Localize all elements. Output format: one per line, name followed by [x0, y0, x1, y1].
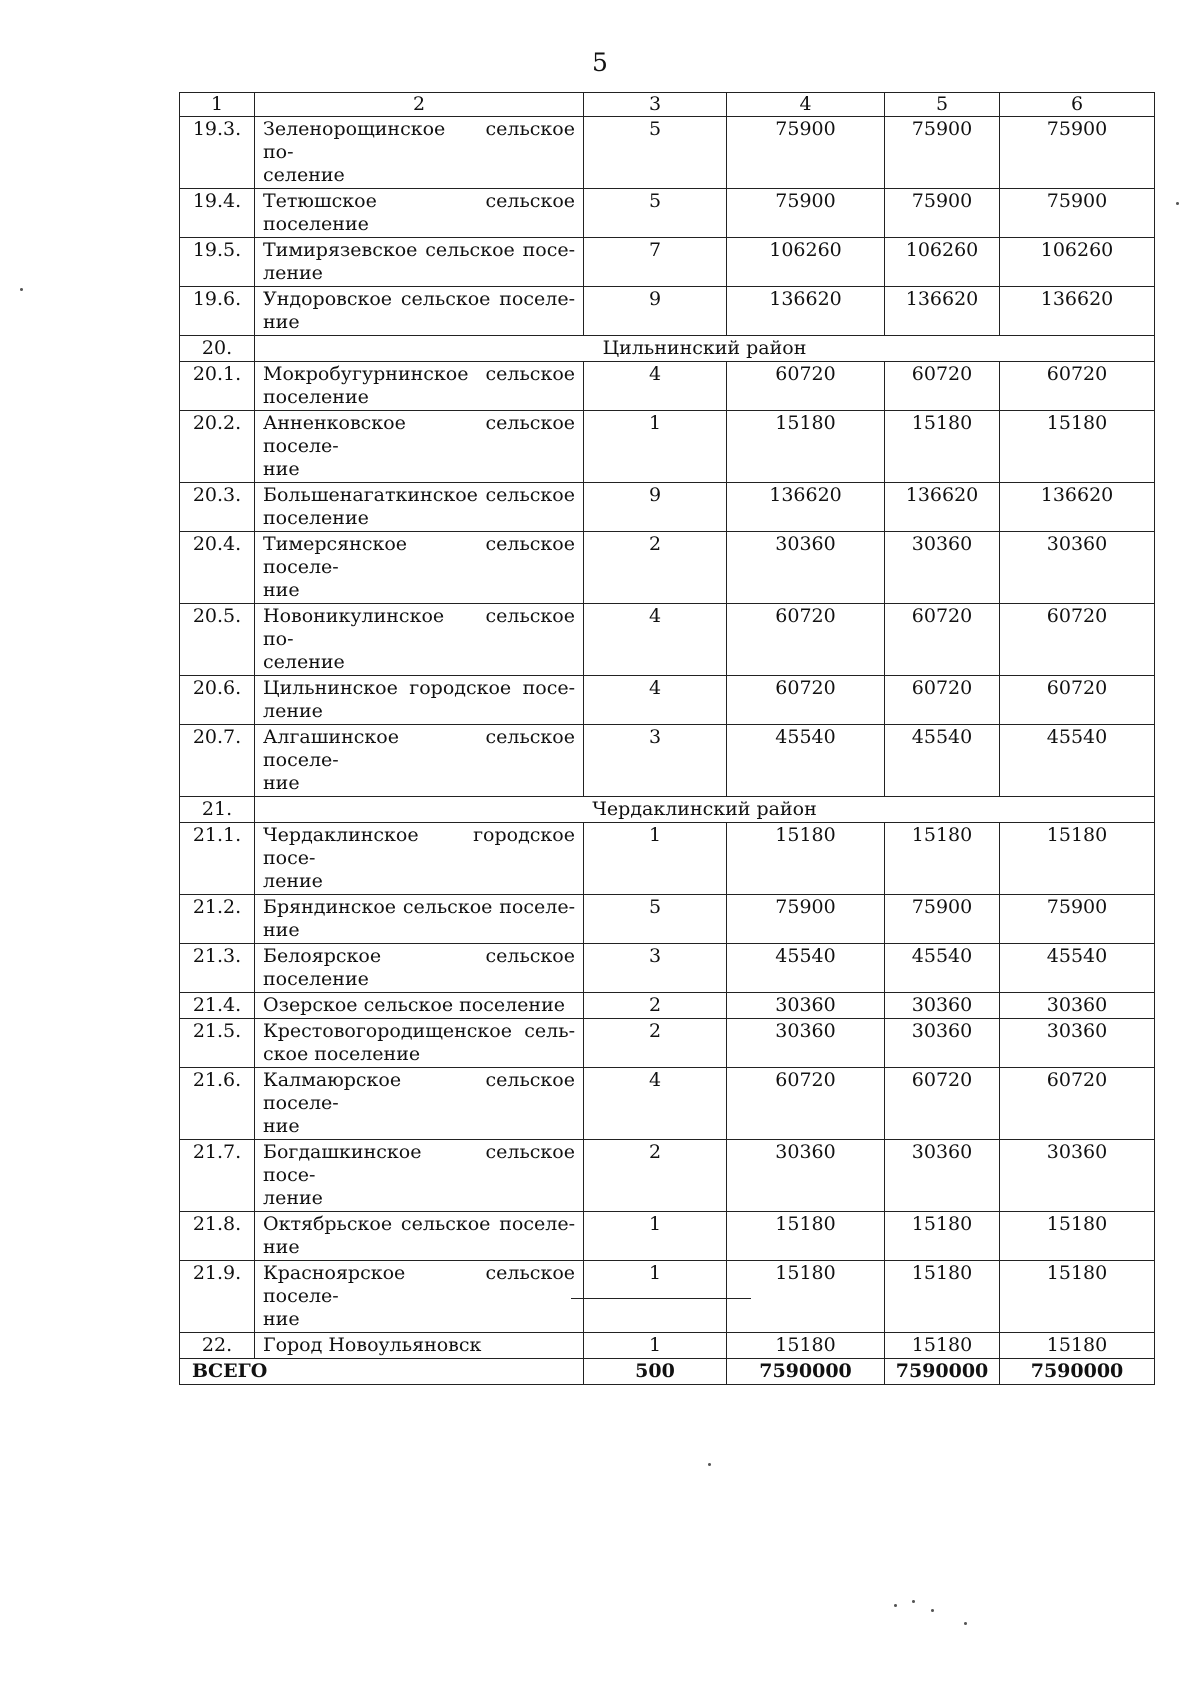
table-row — [180, 993, 1155, 1019]
value-col-5: 30360 — [885, 1140, 1000, 1212]
value-col-3: 5 — [584, 117, 727, 189]
value-col-4: 30360 — [727, 993, 885, 1019]
settlement-name-line: ское поселение — [263, 1043, 421, 1065]
value-col-4: 30360 — [727, 1140, 885, 1212]
value-col-3: 9 — [584, 483, 727, 532]
value-col-4: 106260 — [727, 238, 885, 287]
settlement-name-line: поселение — [263, 507, 369, 529]
row-number: 21. — [180, 797, 255, 823]
settlement-name — [255, 117, 584, 189]
settlement-name — [255, 483, 584, 532]
row-number: 21.6. — [180, 1068, 255, 1140]
value-col-5: 136620 — [885, 483, 1000, 532]
value-col-4: 30360 — [727, 1019, 885, 1068]
settlement-name-line: Город Новоульяновск — [263, 1334, 482, 1356]
table-row — [180, 362, 1155, 411]
district-name: Цильнинский район — [255, 336, 1155, 362]
total-col-3: 500 — [584, 1359, 727, 1385]
row-number: 21.1. — [180, 823, 255, 895]
value-col-5: 60720 — [885, 1068, 1000, 1140]
settlement-name-line: Чердаклинское городское посе- — [263, 824, 575, 869]
total-col-4: 7590000 — [727, 1359, 885, 1385]
value-col-4: 60720 — [727, 676, 885, 725]
value-col-3: 1 — [584, 1261, 727, 1333]
settlement-name — [255, 532, 584, 604]
settlement-name-line: Богдашкинское сельское посе- — [263, 1141, 575, 1186]
total-col-5: 7590000 — [885, 1359, 1000, 1385]
settlement-name — [255, 993, 584, 1019]
value-col-6: 60720 — [1000, 1068, 1155, 1140]
table-row — [180, 895, 1155, 944]
settlement-name — [255, 725, 584, 797]
settlement-name — [255, 676, 584, 725]
table-row — [180, 483, 1155, 532]
value-col-4: 60720 — [727, 1068, 885, 1140]
row-number: 20.2. — [180, 411, 255, 483]
value-col-3: 1 — [584, 1333, 727, 1359]
value-col-3: 1 — [584, 1212, 727, 1261]
value-col-6: 60720 — [1000, 676, 1155, 725]
value-col-4: 15180 — [727, 823, 885, 895]
settlement-name — [255, 411, 584, 483]
settlement-name-line: Красноярское сельское поселе- — [263, 1262, 575, 1307]
value-col-5: 60720 — [885, 362, 1000, 411]
value-col-6: 106260 — [1000, 238, 1155, 287]
value-col-5: 60720 — [885, 676, 1000, 725]
value-col-6: 15180 — [1000, 1212, 1155, 1261]
row-number: 20.1. — [180, 362, 255, 411]
value-col-4: 60720 — [727, 362, 885, 411]
value-col-3: 4 — [584, 676, 727, 725]
column-number-2: 2 — [255, 93, 584, 117]
settlement-name-line: Октябрьское сельское поселе- — [263, 1213, 575, 1235]
scan-speck — [964, 1622, 967, 1625]
table-row — [180, 725, 1155, 797]
value-col-3: 4 — [584, 362, 727, 411]
value-col-6: 136620 — [1000, 483, 1155, 532]
value-col-3: 2 — [584, 993, 727, 1019]
settlement-name — [255, 238, 584, 287]
settlement-name-line: ние — [263, 1236, 300, 1258]
scan-speck — [708, 1463, 711, 1466]
scan-speck — [20, 288, 23, 291]
settlement-name-line: Белоярское сельское поселение — [263, 945, 575, 990]
scan-speck — [894, 1604, 897, 1607]
value-col-3: 1 — [584, 411, 727, 483]
value-col-4: 45540 — [727, 725, 885, 797]
row-number: 21.9. — [180, 1261, 255, 1333]
settlement-name — [255, 1333, 584, 1359]
table-row — [180, 1140, 1155, 1212]
row-number: 20.6. — [180, 676, 255, 725]
table-row — [180, 823, 1155, 895]
district-row — [180, 336, 1155, 362]
value-col-3: 3 — [584, 944, 727, 993]
column-number-1: 1 — [180, 93, 255, 117]
value-col-5: 15180 — [885, 1333, 1000, 1359]
value-col-5: 30360 — [885, 532, 1000, 604]
settlement-name-line: Тимерсянское сельское поселе- — [263, 533, 575, 578]
column-number-row — [180, 93, 1155, 117]
row-number: 21.3. — [180, 944, 255, 993]
value-col-3: 3 — [584, 725, 727, 797]
table-row — [180, 604, 1155, 676]
settlement-name-line: Крестовогородищенское сель- — [263, 1020, 575, 1042]
table-row — [180, 189, 1155, 238]
value-col-3: 4 — [584, 1068, 727, 1140]
row-number: 21.2. — [180, 895, 255, 944]
value-col-6: 30360 — [1000, 1140, 1155, 1212]
value-col-3: 9 — [584, 287, 727, 336]
value-col-6: 45540 — [1000, 944, 1155, 993]
settlement-name-line: Мокробугурнинское сельское — [263, 363, 575, 385]
settlement-name-line: ние — [263, 1308, 300, 1330]
scan-speck — [912, 1600, 915, 1603]
table-row — [180, 1333, 1155, 1359]
value-col-6: 45540 — [1000, 725, 1155, 797]
value-col-3: 2 — [584, 532, 727, 604]
value-col-5: 106260 — [885, 238, 1000, 287]
value-col-5: 15180 — [885, 411, 1000, 483]
value-col-3: 5 — [584, 895, 727, 944]
settlement-name — [255, 1019, 584, 1068]
value-col-6: 30360 — [1000, 993, 1155, 1019]
table-row — [180, 1068, 1155, 1140]
settlement-name — [255, 1261, 584, 1333]
table-row — [180, 1261, 1155, 1333]
value-col-4: 75900 — [727, 189, 885, 238]
settlement-name-line: Зеленорощинское сельское по- — [263, 118, 575, 163]
settlement-name-line: ние — [263, 1115, 300, 1137]
value-col-4: 15180 — [727, 1261, 885, 1333]
district-name: Чердаклинский район — [255, 797, 1155, 823]
settlement-name — [255, 895, 584, 944]
value-col-5: 15180 — [885, 1212, 1000, 1261]
value-col-5: 136620 — [885, 287, 1000, 336]
value-col-6: 15180 — [1000, 823, 1155, 895]
settlement-name-line: Анненковское сельское поселе- — [263, 412, 575, 457]
value-col-5: 45540 — [885, 944, 1000, 993]
value-col-4: 75900 — [727, 895, 885, 944]
settlement-name-line: ние — [263, 919, 300, 941]
settlement-name — [255, 1140, 584, 1212]
settlement-name — [255, 604, 584, 676]
value-col-4: 60720 — [727, 604, 885, 676]
table-row — [180, 1019, 1155, 1068]
settlement-name — [255, 362, 584, 411]
row-number: 20.5. — [180, 604, 255, 676]
settlement-name-line: Бряндинское сельское поселе- — [263, 896, 575, 918]
value-col-4: 15180 — [727, 1333, 885, 1359]
row-number: 19.3. — [180, 117, 255, 189]
settlement-name-line: ление — [263, 1187, 323, 1209]
value-col-3: 7 — [584, 238, 727, 287]
settlement-name-line: ление — [263, 262, 323, 284]
value-col-5: 30360 — [885, 993, 1000, 1019]
value-col-3: 2 — [584, 1019, 727, 1068]
total-label: ВСЕГО — [180, 1359, 584, 1385]
value-col-5: 75900 — [885, 117, 1000, 189]
value-col-6: 75900 — [1000, 895, 1155, 944]
value-col-6: 30360 — [1000, 532, 1155, 604]
settlement-name — [255, 1212, 584, 1261]
table-row — [180, 1212, 1155, 1261]
district-row — [180, 797, 1155, 823]
row-number: 20.4. — [180, 532, 255, 604]
settlement-name-line: Цильнинское городское посе- — [263, 677, 575, 699]
settlement-name-line: ние — [263, 772, 300, 794]
value-col-4: 45540 — [727, 944, 885, 993]
table-row — [180, 287, 1155, 336]
settlement-name-line: ние — [263, 458, 300, 480]
settlement-name-line: Ундоровское сельское поселе- — [263, 288, 575, 310]
row-number: 19.5. — [180, 238, 255, 287]
settlement-name — [255, 944, 584, 993]
table-row — [180, 532, 1155, 604]
row-number: 20. — [180, 336, 255, 362]
value-col-4: 15180 — [727, 411, 885, 483]
value-col-5: 45540 — [885, 725, 1000, 797]
column-number-5: 5 — [885, 93, 1000, 117]
value-col-5: 75900 — [885, 189, 1000, 238]
value-col-3: 1 — [584, 823, 727, 895]
settlement-name — [255, 287, 584, 336]
settlement-name-line: Новоникулинское сельское по- — [263, 605, 575, 650]
row-number: 21.8. — [180, 1212, 255, 1261]
settlement-name-line: ние — [263, 579, 300, 601]
value-col-6: 60720 — [1000, 604, 1155, 676]
settlement-name — [255, 823, 584, 895]
settlement-name — [255, 1068, 584, 1140]
total-col-6: 7590000 — [1000, 1359, 1155, 1385]
end-of-document-line — [571, 1298, 751, 1299]
settlement-name-line: Озерское сельское поселение — [263, 994, 565, 1016]
value-col-3: 5 — [584, 189, 727, 238]
column-number-6: 6 — [1000, 93, 1155, 117]
value-col-6: 15180 — [1000, 1333, 1155, 1359]
value-col-3: 2 — [584, 1140, 727, 1212]
settlement-name — [255, 189, 584, 238]
row-number: 21.4. — [180, 993, 255, 1019]
value-col-6: 30360 — [1000, 1019, 1155, 1068]
table-row — [180, 238, 1155, 287]
scan-speck — [1176, 202, 1179, 205]
row-number: 21.5. — [180, 1019, 255, 1068]
allocation-table — [179, 92, 1155, 1385]
row-number: 22. — [180, 1333, 255, 1359]
value-col-3: 4 — [584, 604, 727, 676]
value-col-6: 75900 — [1000, 117, 1155, 189]
value-col-6: 75900 — [1000, 189, 1155, 238]
table-row — [180, 944, 1155, 993]
value-col-4: 136620 — [727, 287, 885, 336]
settlement-name-line: селение — [263, 651, 345, 673]
row-number: 20.7. — [180, 725, 255, 797]
table-row — [180, 676, 1155, 725]
value-col-6: 136620 — [1000, 287, 1155, 336]
value-col-6: 15180 — [1000, 1261, 1155, 1333]
settlement-name-line: поселение — [263, 386, 369, 408]
table-row — [180, 411, 1155, 483]
settlement-name-line: Тимирязевское сельское посе- — [263, 239, 575, 261]
value-col-4: 136620 — [727, 483, 885, 532]
column-number-3: 3 — [584, 93, 727, 117]
row-number: 20.3. — [180, 483, 255, 532]
value-col-6: 15180 — [1000, 411, 1155, 483]
settlement-name-line: ление — [263, 870, 323, 892]
column-number-4: 4 — [727, 93, 885, 117]
settlement-name-line: Алгашинское сельское поселе- — [263, 726, 575, 771]
value-col-5: 75900 — [885, 895, 1000, 944]
row-number: 21.7. — [180, 1140, 255, 1212]
value-col-4: 15180 — [727, 1212, 885, 1261]
settlement-name-line: Калмаюрское сельское поселе- — [263, 1069, 575, 1114]
settlement-name-line: ление — [263, 700, 323, 722]
row-number: 19.4. — [180, 189, 255, 238]
value-col-5: 30360 — [885, 1019, 1000, 1068]
scan-speck — [931, 1609, 934, 1612]
value-col-5: 60720 — [885, 604, 1000, 676]
settlement-name-line: селение — [263, 164, 345, 186]
value-col-6: 60720 — [1000, 362, 1155, 411]
value-col-5: 15180 — [885, 1261, 1000, 1333]
value-col-5: 15180 — [885, 823, 1000, 895]
value-col-4: 30360 — [727, 532, 885, 604]
table-row — [180, 117, 1155, 189]
settlement-name-line: Большенагаткинское сельское — [263, 484, 575, 506]
settlement-name-line: ние — [263, 311, 300, 333]
total-row — [180, 1359, 1155, 1385]
value-col-4: 75900 — [727, 117, 885, 189]
page-number: 5 — [592, 48, 608, 77]
row-number: 19.6. — [180, 287, 255, 336]
settlement-name-line: Тетюшское сельское поселение — [263, 190, 575, 235]
